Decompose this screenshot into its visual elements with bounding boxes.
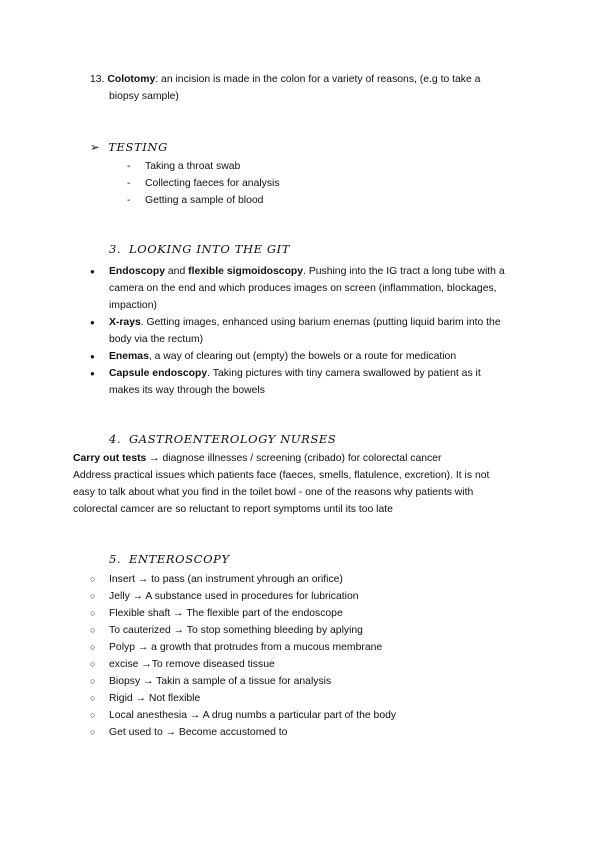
enteroscopy-title: ENTEROSCOPY [129, 552, 230, 566]
enteroscopy-item [90, 724, 288, 741]
git-item-line: body via the rectum) [109, 334, 204, 345]
enteroscopy-item [90, 656, 275, 673]
nurses-heading [109, 432, 336, 446]
bullet-icon: ● [90, 267, 95, 276]
git-term: X-rays [109, 317, 141, 328]
enteroscopy-item [90, 639, 383, 656]
git-item-line-1 [109, 365, 481, 382]
enteroscopy-item-text: Biopsy → Takin a sample of a tissue for analysis [109, 676, 332, 687]
circle-bullet-icon: ○ [90, 676, 96, 686]
nurses-line-4: colorectal camcer are so reluctant to report symptoms until its too late [73, 504, 393, 515]
git-item-line-1 [109, 263, 505, 280]
dash-marker: - [127, 161, 131, 172]
bullet-icon: ● [90, 352, 95, 361]
enteroscopy-number: 5. [109, 552, 122, 566]
git-item-line-1 [109, 348, 456, 365]
git-item [90, 365, 481, 382]
circle-bullet-icon: ○ [90, 727, 96, 737]
testing-heading [90, 140, 168, 154]
nurses-number: 4. [109, 432, 122, 446]
dash-marker: - [127, 178, 131, 189]
dash-marker: - [127, 195, 131, 206]
nurses-text: → diagnose illnesses / screening (cribado) for colorectal cancer [146, 453, 442, 464]
testing-item-text: Collecting faeces for analysis [145, 178, 280, 189]
git-term: Endoscopy [109, 266, 166, 277]
enteroscopy-heading [109, 552, 230, 566]
enteroscopy-item-text: To cauterized → To stop something bleeding by aplying [109, 625, 363, 636]
circle-bullet-icon: ○ [90, 608, 96, 618]
testing-title: TESTING [108, 140, 168, 154]
enteroscopy-item-text: Get used to → Become accustomed to [109, 727, 288, 738]
circle-bullet-icon: ○ [90, 625, 96, 635]
enteroscopy-item-text: excise →To remove diseased tissue [109, 659, 275, 670]
enteroscopy-item [90, 673, 332, 690]
git-text: , a way of clearing out (empty) the bowels or a route for medication [148, 351, 457, 362]
git-number: 3. [109, 242, 122, 256]
circle-bullet-icon: ○ [90, 591, 96, 601]
item-13-text-1: : an incision is made in the colon for a variety of reasons, (e.g to take a [155, 74, 481, 85]
circle-bullet-icon: ○ [90, 693, 96, 703]
git-term: flexible sigmoidoscopy [188, 266, 304, 277]
enteroscopy-item [90, 588, 359, 605]
enteroscopy-item [90, 707, 397, 724]
enteroscopy-item-text: Polyp → a growth that protrudes from a mucous membrane [109, 642, 383, 653]
item-13-number: 13. [90, 74, 105, 85]
git-item-line: impaction) [109, 300, 157, 311]
git-title: LOOKING INTO THE GIT [129, 242, 291, 256]
enteroscopy-item-text: Insert → to pass (an instrument yhrough an orifice) [109, 574, 343, 585]
git-text: and [165, 266, 189, 277]
git-item-line: camera on the end and which produces images on screen (inflammation, blockages, [109, 283, 497, 294]
enteroscopy-item-text: Jelly → A substance used in procedures for lubrication [109, 591, 359, 602]
nurses-title: GASTROENTEROLOGY NURSES [129, 432, 337, 446]
git-term: Capsule endoscopy [109, 368, 208, 379]
item-13-line-1 [90, 71, 480, 88]
enteroscopy-item-text: Local anesthesia → A drug numbs a particular part of the body [109, 710, 397, 721]
enteroscopy-item-text: Flexible shaft → The flexible part of the endoscope [109, 608, 343, 619]
circle-bullet-icon: ○ [90, 710, 96, 720]
circle-bullet-icon: ○ [90, 574, 96, 584]
circle-bullet-icon: ○ [90, 659, 96, 669]
git-item-line-1 [109, 314, 501, 331]
circle-bullet-icon: ○ [90, 642, 96, 652]
bullet-icon: ● [90, 318, 95, 327]
enteroscopy-item [90, 605, 343, 622]
item-13-line-2: biopsy sample) [109, 91, 179, 102]
testing-item [127, 192, 264, 209]
git-term: Enemas [109, 351, 149, 362]
enteroscopy-item [90, 690, 201, 707]
enteroscopy-item [90, 571, 343, 588]
testing-item-text: Taking a throat swab [145, 161, 241, 172]
enteroscopy-item [90, 622, 363, 639]
git-item-line: makes its way through the bowels [109, 385, 265, 396]
git-item [90, 314, 501, 331]
nurses-line-3: easy to talk about what you find in the toilet bowl - one of the reasons why patients with [73, 487, 474, 498]
nurses-line-1 [73, 450, 441, 467]
git-heading [109, 242, 290, 256]
git-text: . Pushing into the IG tract a long tube with a [303, 266, 505, 277]
item-13-term: Colotomy [107, 74, 156, 85]
git-item [90, 263, 505, 280]
testing-item [127, 175, 280, 192]
testing-item-text: Getting a sample of blood [145, 195, 264, 206]
arrow-bullet-icon: ➢ [90, 140, 101, 154]
testing-item [127, 158, 241, 175]
enteroscopy-item-text: Rigid → Not flexible [109, 693, 201, 704]
git-item [90, 348, 457, 365]
git-text: . Getting images, enhanced using barium enemas (putting liquid barim into the [140, 317, 501, 328]
nurses-line-2: Address practical issues which patients face (faeces, smells, flatulence, excretion). It is not [73, 470, 490, 481]
bullet-icon: ● [90, 369, 95, 378]
git-text: . Taking pictures with tiny camera swallowed by patient as it [207, 368, 481, 379]
nurses-bold: Carry out tests [73, 453, 147, 464]
